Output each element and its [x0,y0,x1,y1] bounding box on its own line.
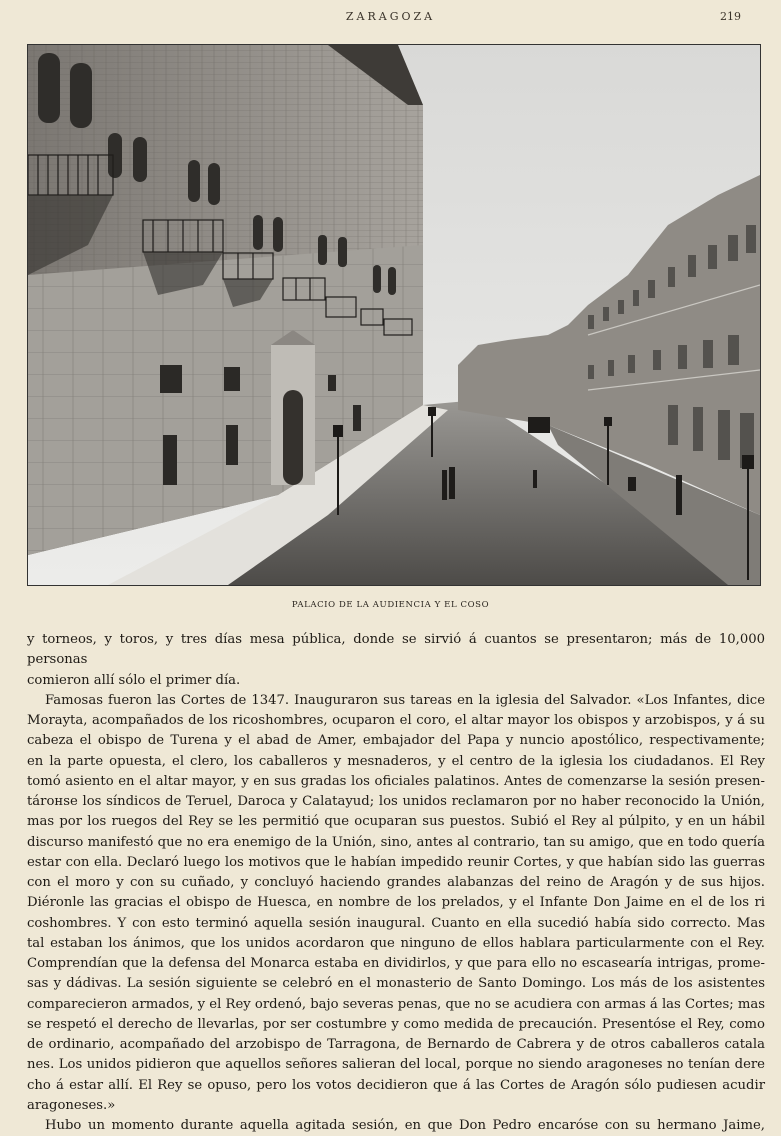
text-line: se respetó el derecho de llevarlas, por ser costumbre y como medida de precaución. Presentóse el Rey, como [27,1016,765,1032]
text-line: y torneos, y toros, y tres días mesa pública, donde se sirvió á cuantos se presentaron; más de 10,000 personas [27,632,765,668]
text-line: mas por los ruegos del Rey se les permitió que ocuparan sus puestos. Subió el Rey al púlpito, y en un hábil [27,814,765,830]
text-line: sas y dádivas. La sesión siguiente se celebró en el monasterio de Santo Domingo. Los más de los asistentes [27,976,765,992]
text-line: Comprendían que la defensa del Monarca estaba en dividirlos, y que para ello no escasearía intrigas, prome- [27,956,765,971]
text-line: comparecieron armados, y el Rey ordenó, bajo severas penas, que no se acudiera con armas á las Cortes; mas [27,996,765,1012]
text-line: discurso manifestó que no era enemigo de la Unión, sino, antes al contrario, tan su amigo, que en todo quería [27,834,765,850]
text-line: Diéronle las gracias el obispo de Huesca, en nombre de los prelados, y el Infante Don Jaime en el de los ri [27,895,765,911]
running-title: ZARAGOZA [345,10,436,23]
text-line: aragoneses.» [27,1097,116,1113]
text-line: coshombres. Y con esto terminó aquella sesión inaugural. Cuanto en ella sucedió había sido correcto. Mas [27,915,765,931]
text-line: cho á estar allí. El Rey se opuso, pero los votos decidieron que á las Cortes de Aragón sólo pudiesen acudir [27,1077,765,1093]
text-line: Morayta, acompañados de los ricoshombres, ocuparon el coro, el altar mayor los obispos y arzobispos, y á su [27,713,765,728]
text-line: en la parte opuesta, el clero, los caballeros y mesnaderos, y el centro de la iglesia los ciudadanos. El Rey [27,753,765,769]
text-line: Famosas fueron las Cortes de 1347. Inauguraron sus tareas en la iglesia del Salvador. «Los Infantes, dice [45,692,765,708]
page-number: 219 [720,10,741,23]
text-line: cabeza el obispo de Turena y el abad de Amer, embajador del Papa y nuncio apostólico, respectivamente; [27,733,765,749]
plate-caption: PALACIO DE LA AUDIENCIA Y EL COSO [291,600,490,610]
text-line: nes. Los unidos pidieron que aquellos señores salieran del local, porque no siendo aragoneses no tenían dere [27,1057,765,1073]
text-line: tárонse los síndicos de Teruel, Daroca y Calatayud; los unidos reclamaron por no haber reconocido la Unión, [27,794,765,809]
text-line: de ordinario, acompañado del arzobispo de Tarragona, de Bernardo de Cabrera y de otros caballeros catala [27,1037,765,1052]
page-header [0,10,781,26]
text-line: con el moro y con su cuñado, y concluyó haciendo grandes alabanzas del reino de Aragón y de sus hijos. [27,875,765,890]
street-photograph [28,45,760,585]
text-line: estar con ella. Declaró luego los motivos que le habían impedido reunir Cortes, y que habían sido las guerras [27,854,765,870]
text-line: Hubo un momento durante aquella agitada sesión, en que Don Pedro encaróse con su hermano Jaime, [45,1118,765,1133]
text-line: comieron allí sólo el primer día. [27,672,241,688]
text-line: tal estaban los ánimos, que los unidos acordaron que ninguno de ellos hablara particularmente con el Rey. [27,935,765,951]
body-text [27,630,765,1136]
text-line: tomó asiento en el altar mayor, y en sus gradas los oficiales palatinos. Antes de comenzarse la sesión presen- [27,773,765,789]
photo-plate [27,44,761,586]
